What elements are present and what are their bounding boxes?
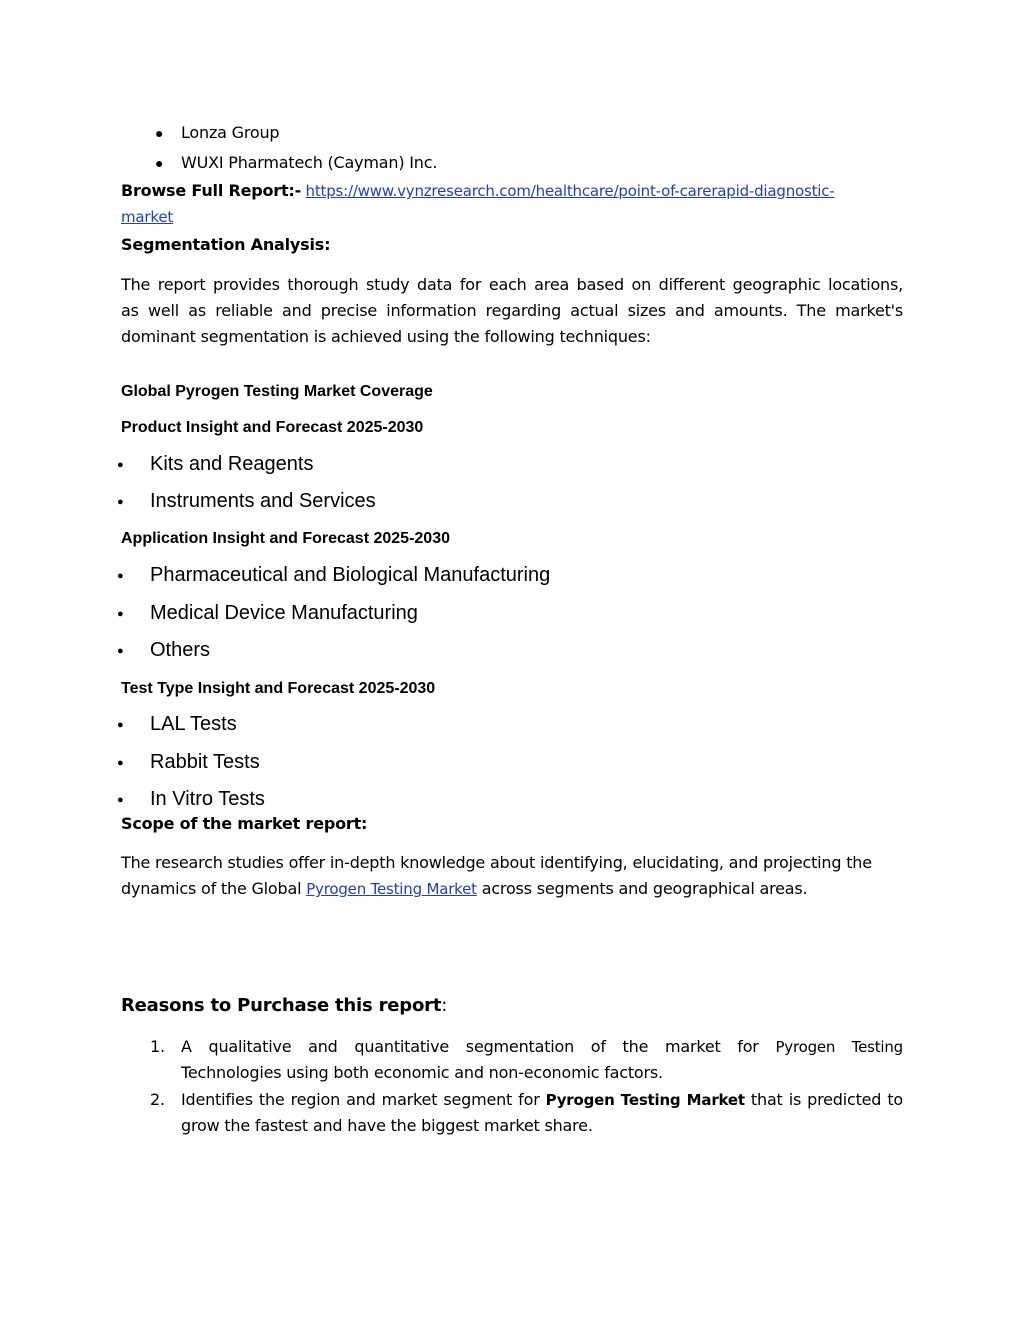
section-heading: Reasons to Purchase this report: — [121, 995, 448, 1016]
bullet-icon: ● — [117, 496, 124, 508]
pyrogen-market-link[interactable]: Pyrogen Testing Market — [306, 880, 477, 898]
paragraph-line: A qualitative and quantitative segmentation of the market for Pyrogen Testing — [181, 1037, 903, 1056]
section-heading: Test Type Insight and Forecast 2025-2030 — [121, 680, 436, 697]
paragraph-line: dynamics of the Global Pyrogen Testing Market across segments and geographical areas. — [121, 879, 808, 898]
paragraph-line: The report provides thorough study data for each area based on different geographic locations, — [121, 275, 903, 294]
bullet-icon: ● — [117, 645, 124, 657]
list-item: Rabbit Tests — [150, 751, 260, 773]
section-heading: Scope of the market report: — [121, 814, 368, 833]
list-item: WUXI Pharmatech (Cayman) Inc. — [181, 153, 438, 172]
bullet-icon: ● — [117, 719, 124, 731]
list-item: Medical Device Manufacturing — [150, 602, 418, 624]
report-link-continued[interactable]: market — [121, 208, 174, 226]
list-item: In Vitro Tests — [150, 788, 265, 810]
bullet-icon: ● — [117, 757, 124, 769]
bullet-icon: ● — [117, 794, 124, 806]
paragraph-line: dominant segmentation is achieved using the following techniques: — [121, 327, 651, 346]
bullet-icon: ● — [155, 125, 164, 141]
section-heading: Application Insight and Forecast 2025-2030 — [121, 530, 450, 547]
paragraph-line: Identifies the region and market segment for Pyrogen Testing Market that is predicted to — [181, 1090, 903, 1109]
section-heading: Product Insight and Forecast 2025-2030 — [121, 419, 424, 436]
browse-label: Browse Full Report:- — [121, 181, 302, 200]
list-item: Pharmaceutical and Biological Manufacturing — [150, 564, 551, 586]
paragraph-line: grow the fastest and have the biggest market share. — [181, 1116, 593, 1135]
list-number: 1. — [150, 1037, 165, 1056]
list-item: Kits and Reagents — [150, 453, 314, 475]
bullet-icon: ● — [117, 570, 124, 582]
list-item: Instruments and Services — [150, 490, 376, 512]
list-item: Lonza Group — [181, 123, 280, 142]
bullet-icon: ● — [117, 459, 124, 471]
report-link[interactable]: https://www.vynzresearch.com/healthcare/point-of-carerapid-diagnostic- — [305, 182, 835, 200]
browse-report-block — [121, 181, 911, 201]
bullet-icon: ● — [155, 155, 164, 171]
bullet-icon: ● — [117, 608, 124, 620]
list-item: LAL Tests — [150, 713, 237, 735]
paragraph-line: Technologies using both economic and non-economic factors. — [181, 1063, 663, 1082]
list-item: Others — [150, 639, 211, 661]
paragraph-line: The research studies offer in-depth knowledge about identifying, elucidating, and projecting the — [121, 853, 872, 872]
section-heading: Segmentation Analysis: — [121, 235, 331, 254]
list-number: 2. — [150, 1090, 165, 1109]
paragraph-line: as well as reliable and precise information regarding actual sizes and amounts. The market's — [121, 301, 903, 320]
coverage-title: Global Pyrogen Testing Market Coverage — [121, 383, 433, 400]
